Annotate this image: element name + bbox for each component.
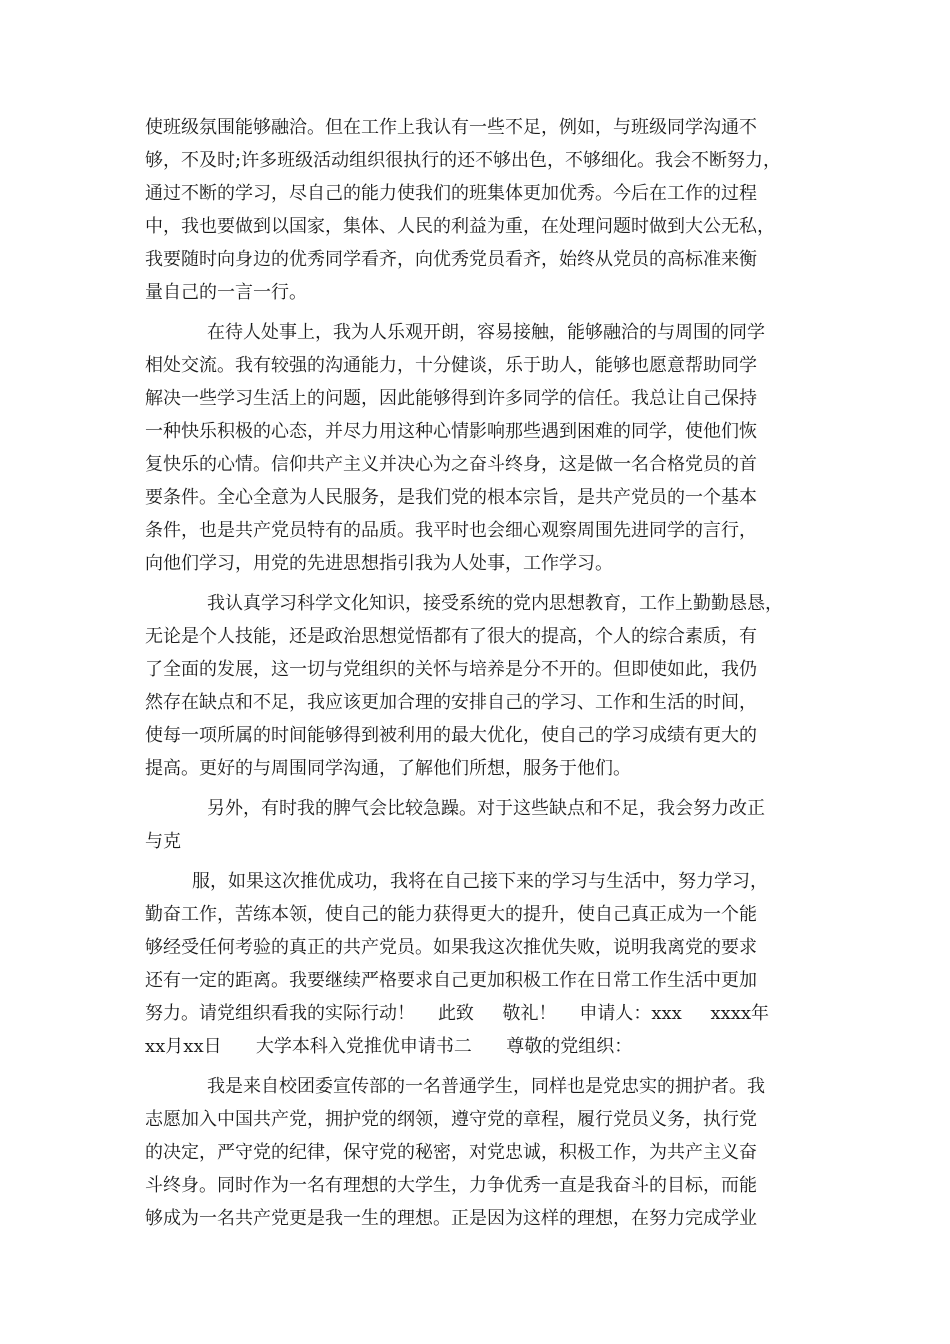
text-line: 与克 [145, 831, 181, 852]
text-line: 要条件。全心全意为人民服务，是我们党的根本宗旨，是共产党员的一个基本 [145, 487, 757, 508]
text-line: 了全面的发展，这一切与党组织的关怀与培养是分不开的。但即使如此，我仍 [145, 659, 757, 680]
text-line: 服，如果这次推优成功，我将在自己接下来的学习与生活中，努力学习， [192, 871, 768, 892]
text-line: 志愿加入中国共产党，拥护党的纲领，遵守党的章程，履行党员义务，执行党 [145, 1109, 757, 1130]
text-line: 一种快乐积极的心态，并尽力用这种心情影响那些遇到困难的同学，使他们恢 [145, 421, 757, 442]
text-line: 够，不及时;许多班级活动组织很执行的还不够出色，不够细化。我会不断努力， [145, 150, 782, 171]
text-line: 复快乐的心情。信仰共产主义并决心为之奋斗终身，这是做一名合格党员的首 [145, 454, 757, 475]
text-line: 使班级氛围能够融洽。但在工作上我认有一些不足，例如，与班级同学沟通不 [145, 117, 757, 138]
text-line: 我是来自校团委宣传部的一名普通学生，同样也是党忠实的拥护者。我 [207, 1076, 765, 1097]
text-line: 相处交流。我有较强的沟通能力，十分健谈，乐于助人，能够也愿意帮助同学 [145, 355, 757, 376]
text-line: 然存在缺点和不足，我应该更加合理的安排自己的学习、工作和生活的时间， [145, 692, 757, 713]
text-line: 在待人处事上，我为人乐观开朗，容易接触，能够融洽的与周围的同学 [207, 322, 765, 343]
text-line: 无论是个人技能，还是政治思想觉悟都有了很大的提高，个人的综合素质，有 [145, 626, 757, 647]
text-line: 够经受任何考验的真正的共产党员。如果我这次推优失败，说明我离党的要求 [145, 937, 757, 958]
text-line: 勤奋工作，苦练本领，使自己的能力获得更大的提升，使自己真正成为一个能 [145, 904, 757, 925]
text-line: 使每一项所属的时间能够得到被利用的最大优化，使自己的学习成绩有更大的 [145, 725, 757, 746]
text-line: 还有一定的距离。我要继续严格要求自己更加积极工作在日常工作生活中更加 [145, 970, 757, 991]
text-line: 量自己的一言一行。 [145, 282, 307, 303]
text-line: 通过不断的学习，尽自己的能力使我们的班集体更加优秀。今后在工作的过程 [145, 183, 757, 204]
text-line: 中，我也要做到以国家，集体、人民的利益为重，在处理问题时做到大公无私， [145, 216, 775, 237]
text-line: 条件，也是共产党员特有的品质。我平时也会细心观察周围先进同学的言行， [145, 520, 757, 541]
text-line: 我认真学习科学文化知识，接受系统的党内思想教育，工作上勤勤恳恳， [207, 593, 783, 614]
text-line: 斗终身。同时作为一名有理想的大学生，力争优秀一直是我奋斗的目标，而能 [145, 1175, 757, 1196]
text-line: 的决定，严守党的纪律，保守党的秘密，对党忠诚，积极工作，为共产主义奋 [145, 1142, 757, 1163]
text-line: xx月xx日 大学本科入党推优申请书二 尊敬的党组织： [145, 1036, 633, 1057]
text-line: 解决一些学习生活上的问题，因此能够得到许多同学的信任。我总让自己保持 [145, 388, 757, 409]
text-line: 向他们学习，用党的先进思想指引我为人处事，工作学习。 [145, 553, 613, 574]
text-line: 够成为一名共产党更是我一生的理想。正是因为这样的理想，在努力完成学业 [145, 1208, 757, 1229]
text-line: 另外，有时我的脾气会比较急躁。对于这些缺点和不足，我会努力改正 [207, 798, 765, 819]
text-line: 努力。请党组织看我的实际行动！ 此致 敬礼！ 申请人：xxx xxxx年 [145, 1003, 770, 1024]
text-line: 提高。更好的与周围同学沟通，了解他们所想，服务于他们。 [145, 758, 631, 779]
text-line: 我要随时向身边的优秀同学看齐，向优秀党员看齐，始终从党员的高标准来衡 [145, 249, 757, 270]
